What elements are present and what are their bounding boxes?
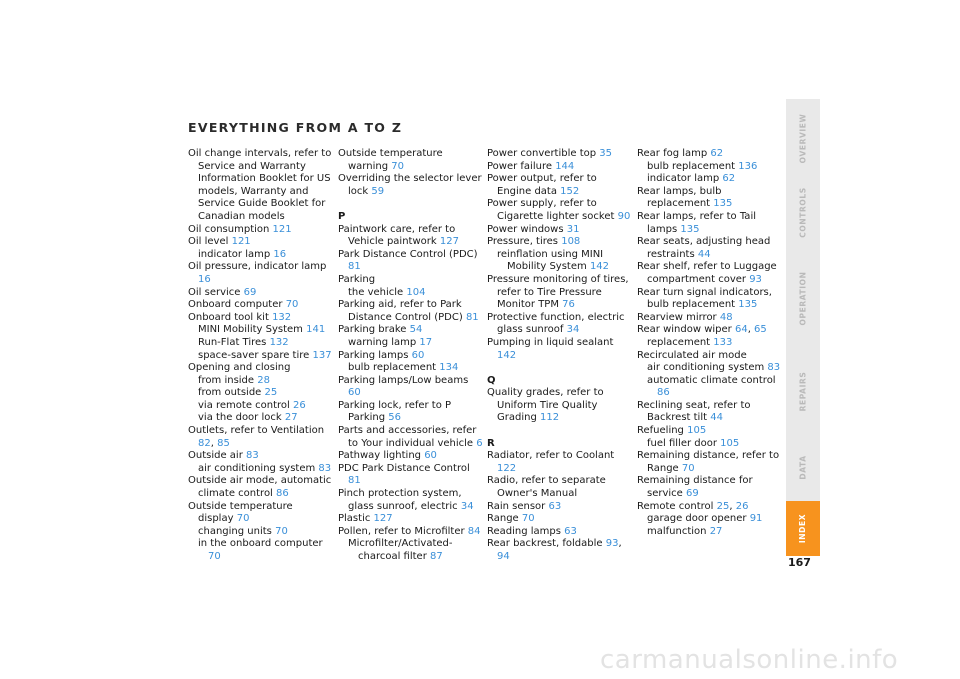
index-column-4 [637,148,782,538]
tab-overview[interactable] [786,99,820,177]
entry-text: Power convertible top [487,148,597,159]
page-reference-link[interactable]: 28 [257,374,270,386]
entry-text: Rear fog lamp [637,148,708,159]
page-reference-link[interactable]: 25 [264,387,278,399]
index-subentry [637,526,782,539]
page-reference-link[interactable]: 121 [231,236,251,248]
index-subentry [338,337,483,350]
page-reference-link[interactable]: 94 [497,551,510,562]
tab-operation[interactable] [786,247,820,349]
index-subentry [637,173,782,186]
entry-text: Onboard computer [188,299,283,311]
page-reference-link[interactable]: 16 [198,273,211,285]
index-entry [338,249,483,274]
entry-text: Reading lamps [487,525,561,537]
entry-text: Parts and accessories, refer to Your individual vehicle [338,425,477,449]
index-entry [338,324,483,337]
chapter-sidebar [786,99,820,556]
entry-text: Overriding the selector lever lock [338,173,482,197]
entry-text: Rear backrest, foldable [487,538,603,550]
page-reference-link[interactable]: 133 [713,336,733,348]
entry-text: Pathway lighting [338,450,421,462]
page-reference-link[interactable]: 60 [424,450,437,462]
tab-repairs[interactable] [786,349,820,433]
entry-text: Parking lamps/Low beams [338,374,469,386]
index-column-2 [338,148,483,564]
entry-text: Quality grades, refer to Uniform Tire Quality Grading [487,387,604,424]
entry-text: indicator lamp [647,173,720,185]
tab-controls-label: CONTROLS [798,186,808,238]
index-entry [637,450,782,475]
index-column-3 [487,148,632,564]
entry-text: Pressure, tires [487,236,559,248]
entry-text: Parking lamps [338,349,409,361]
page-reference-link[interactable]: 132 [272,311,292,323]
page-reference-link[interactable]: 27 [284,412,298,424]
entry-text: Outside temperature [188,500,293,512]
tab-operation-label: OPERATION [798,271,808,325]
entry-text: Oil service [188,286,241,298]
entry-text: Radiator, refer to Coolant [487,450,615,462]
index-entry [487,312,632,337]
entry-text: Reclining seat, refer to Backrest tilt [637,399,751,424]
page-reference-link[interactable]: 70 [275,525,288,537]
index-entry [487,173,632,198]
index-entry [487,198,632,223]
entry-text: fuel filler door [647,437,717,449]
page-reference-link[interactable]: 135 [738,299,758,311]
tab-index[interactable] [786,501,820,556]
index-entry [637,287,782,312]
page-reference-link[interactable]: 35 [599,148,613,159]
index-entry [637,186,782,211]
index-column-1 [188,148,333,564]
page-reference-link[interactable]: 34 [566,324,580,336]
page-reference-link[interactable]: 26 [735,500,749,512]
page-reference-link[interactable]: 121 [272,223,292,235]
entry-text: via the door lock [198,412,282,424]
index-subentry [487,249,632,274]
page-reference-link[interactable]: 70 [391,160,404,172]
entry-text: PDC Park Distance Control [338,462,470,474]
page-reference-link[interactable]: 69 [243,286,257,298]
page-reference-link[interactable]: 112 [540,412,560,424]
entry-text: reinflation using MINI Mobility System [497,248,604,273]
index-subentry [637,375,782,400]
index-entry [188,362,333,375]
entry-text: Plastic [338,513,371,525]
index-entry [188,501,333,514]
index-entry [487,236,632,249]
page-reference-link[interactable]: 122 [497,462,517,474]
index-entry [637,148,782,161]
entry-text: Run-Flat Tires [198,336,267,348]
entry-text: Rear seats, adjusting head restraints [637,236,771,260]
entry-text: automatic climate control [647,374,776,386]
page-reference-link[interactable]: 104 [406,286,426,298]
index-entry [487,161,632,174]
page-reference-link[interactable]: 59 [371,185,385,197]
index-entry [637,350,782,363]
page-reference-link[interactable]: 54 [409,324,423,336]
tab-overview-label: OVERVIEW [798,113,808,163]
entry-text: Remaining distance for service [637,475,753,500]
tab-index-label: INDEX [798,513,808,544]
entry-text: Power failure [487,160,552,172]
entry-text: Recirculated air mode [637,349,747,361]
index-entry [338,488,483,513]
page-reference-link[interactable]: 93 [749,273,762,285]
page-reference-link[interactable]: 86 [276,488,289,500]
entry-text: MINI Mobility System [198,324,303,336]
page-title: EVERYTHING FROM A TO Z [188,120,403,135]
page-reference-link[interactable]: 83 [318,462,332,474]
page-reference-link[interactable]: 81 [348,261,361,273]
index-subentry [188,387,333,400]
index-subentry [188,375,333,388]
page-reference-link[interactable]: 65 [754,324,767,336]
index-subentry [188,538,333,563]
entry-text: Parking aid, refer to Park Distance Control (PDC) [338,299,463,323]
page-reference-link[interactable]: 105 [687,425,707,437]
page-reference-link[interactable]: 48 [719,311,733,323]
index-subentry [637,337,782,350]
page-reference-link[interactable]: 85 [217,437,230,449]
index-entry: Rear backrest, foldable 93, 94 [487,538,622,562]
page-reference-link[interactable]: 135 [713,198,733,210]
page-reference-link[interactable]: 44 [710,412,723,424]
page-reference-link[interactable]: 86 [657,387,670,399]
entry-text: Rain sensor [487,500,546,512]
entry-text: Rear window wiper [637,324,732,336]
page-reference-link[interactable]: 76 [562,299,575,311]
entry-text: Range [487,513,519,525]
entry-text: Power windows [487,223,564,235]
entry-text: Outside air mode, automatic climate control [188,475,332,500]
page-reference-link[interactable]: 60 [411,349,425,361]
entry-text: Remaining distance, refer to Range [637,450,780,474]
page-reference-link[interactable]: 91 [749,513,763,525]
index-subentry [637,438,782,451]
page-reference-link[interactable]: 81 [348,475,361,487]
entry-text: malfunction [647,525,707,537]
index-entry [487,274,632,312]
entry-text: bulb replacement [647,160,736,172]
entry-text: space-saver spare tire [198,349,310,361]
index-subentry [637,362,782,375]
entry-text: Oil level [188,236,229,248]
entry-text: air conditioning system [647,362,765,374]
index-subentry [188,463,333,476]
entry-text: indicator lamp [198,248,271,260]
index-entry [188,312,333,325]
index-entry [338,400,483,425]
entry-text: bulb replacement [348,362,437,374]
entry-text: Microfilter/Activated-charcoal filter [348,538,453,562]
index-entry: Remote control 25, 26 [637,500,749,512]
index-subentry [637,161,782,174]
page-reference-link[interactable]: 108 [561,236,581,248]
index-subentry [338,362,483,375]
entry-text: Parking [338,273,376,285]
page-reference-link[interactable]: 62 [710,148,724,159]
index-entry [188,475,333,500]
page-reference-link[interactable]: 63 [564,525,577,537]
index-subentry [188,412,333,425]
index-entry [338,450,483,463]
entry-text: Power supply, refer to Cigarette lighter socket [487,198,615,222]
index-entry [338,148,483,173]
page-reference-link[interactable]: 70 [285,299,299,311]
entry-text: Outside temperature warning [338,148,443,172]
index-entry [487,513,632,526]
entry-text: via remote control [198,399,290,411]
entry-text: Outside air [188,450,243,462]
entry-text: Parking brake [338,324,407,336]
index-entry [188,299,333,312]
page-reference-link[interactable]: 16 [273,248,287,260]
entry-text: Rear lamps, bulb replacement [637,185,722,210]
index-entry [338,463,483,488]
entry-text: Pumping in liquid sealant [487,336,614,348]
page-reference-link[interactable]: 87 [430,551,443,562]
entry-text: Radio, refer to separate Owner's Manual [487,475,606,500]
page-reference-link[interactable]: 60 [348,387,361,399]
entry-text: Remote control [637,500,714,512]
page-reference-link[interactable]: 25 [716,500,730,512]
index-entry [487,450,632,475]
index-subentry [338,538,483,563]
tab-repairs-label: REPAIRS [798,371,808,411]
entry-text: P [338,210,346,222]
index-entry [338,513,483,526]
index-entry [338,350,483,363]
entry-text: changing units [198,525,272,537]
index-entry [188,236,333,249]
entry-text: replacement [647,336,711,348]
index-entry: Rear window wiper 64, 65 [637,324,767,336]
index-letter-heading [487,375,632,388]
index-entry [188,287,333,300]
index-subentry [188,400,333,413]
index-entry [487,224,632,237]
page-reference-link[interactable]: 69 [686,488,699,500]
entry-text: Rear turn signal indicators, bulb replacement [637,286,772,311]
index-subentry [188,249,333,262]
entry-text: R [487,437,495,449]
tab-controls[interactable] [786,177,820,247]
entry-text: Pinch protection system, glass sunroof, electric [338,488,462,512]
page-number: 167 [788,556,811,569]
page-reference-link[interactable]: 136 [738,160,758,172]
page-reference-link[interactable]: 31 [566,223,580,235]
tab-data[interactable] [786,433,820,501]
page-reference-link[interactable]: 81 [465,311,479,323]
index-letter-heading [338,211,483,224]
entry-text: Protective function, electric glass sunroof [487,311,625,336]
page-reference-link[interactable]: 105 [720,437,740,449]
entry-text: Paintwork care, refer to Vehicle paintwork [338,223,456,248]
page-reference-link[interactable]: 127 [373,513,393,525]
entry-text: Parking lock, refer to P Parking [338,399,452,424]
page-reference-link[interactable]: 64 [734,324,748,336]
index-subentry [188,337,333,350]
page-reference-link[interactable]: 27 [709,525,723,537]
entry-text: Oil change intervals, refer to Service and Warranty Information Booklet for US models, Warranty and Service Guide Booklet for Canadian models [188,148,332,222]
entry-text: warning lamp [348,336,417,348]
entry-text: Refueling [637,425,684,437]
entry-text: Park Distance Control (PDC) [338,248,478,260]
index-entry [637,400,782,425]
index-entry [188,224,333,237]
index-subentry [188,513,333,526]
page-reference-link[interactable]: 83 [246,450,259,462]
entry-text: from outside [198,387,262,399]
page-reference-link[interactable]: 62 [722,173,736,185]
page-reference-link[interactable]: 56 [388,412,401,424]
index-entry [487,387,632,425]
page-reference-link[interactable]: 34 [460,500,474,512]
index-entry [338,425,483,450]
page-reference-link[interactable]: 90 [617,210,631,222]
page-reference-link[interactable]: 63 [548,500,562,512]
page-reference-link[interactable]: 132 [269,336,289,348]
page-reference-link[interactable]: 142 [497,349,517,361]
page-reference-link[interactable]: 70 [681,462,695,474]
index-subentry [637,513,782,526]
entry-text: Q [487,374,496,386]
index-subentry [338,287,483,300]
page-reference-link[interactable]: 70 [208,551,221,562]
entry-text: Rear shelf, refer to Luggage compartment cover [637,261,777,285]
index-entry [338,375,483,400]
index-entry [637,236,782,261]
index-subentry [188,350,333,363]
page-reference-link[interactable]: 26 [293,399,306,411]
entry-text: Opening and closing [188,362,291,374]
index-entry [188,261,333,286]
page-reference-link[interactable]: 44 [697,248,711,260]
entry-text: from inside [198,374,255,386]
index-entry [188,450,333,463]
page-reference-link[interactable]: 144 [555,160,575,172]
index-entry: Outlets, refer to Ventilation 82, 85 [188,425,325,449]
page-reference-link[interactable]: 82 [198,437,211,449]
entry-text: Rear lamps, refer to Tail lamps [637,210,756,235]
index-letter-heading [487,438,632,451]
index-subentry [188,324,333,337]
entry-text: Oil pressure, indicator lamp [188,261,327,273]
index-subentry [188,526,333,539]
index-entry [487,148,632,161]
index-entry [487,475,632,500]
index-entry [637,475,782,500]
watermark: carmanualsonline.info [600,645,899,675]
index-entry [338,526,483,539]
page-reference-link[interactable]: 142 [589,261,610,273]
index-entry [338,224,483,249]
entry-text: the vehicle [348,286,404,298]
page-reference-link[interactable]: 134 [439,362,459,374]
entry-text: Oil consumption [188,223,270,235]
page-reference-link[interactable]: 137 [312,349,332,361]
page-reference-link[interactable]: 93 [605,538,619,550]
entry-text: Pollen, refer to Microfilter [338,525,465,537]
entry-text: Outlets, refer to Ventilation [188,425,325,437]
page-reference-link[interactable]: 127 [439,236,459,248]
index-entry [487,337,632,362]
entry-text: Rearview mirror [637,311,717,323]
index-entry [487,501,632,514]
index-entry [637,211,782,236]
index-entry [188,148,333,224]
entry-text: Onboard tool kit [188,311,269,323]
page-reference-link[interactable]: 152 [560,185,580,197]
page-reference-link[interactable]: 17 [419,336,433,348]
entry-text: Pressure monitoring of tires, refer to Tire Pressure Monitor TPM [487,273,629,311]
index-entry [637,312,782,325]
entry-text: in the onboard computer [198,538,323,550]
entry-text: Power output, refer to Engine data [487,173,597,197]
page-reference-link[interactable]: 135 [680,223,700,235]
entry-text: display [198,513,234,525]
index-entry [487,526,632,539]
page-reference-link[interactable]: 70 [521,513,535,525]
tab-data-label: DATA [798,454,808,480]
page-reference-link[interactable]: 6 [476,437,483,449]
entry-text: garage door opener [647,513,747,525]
index-entry [338,299,483,324]
index-entry [637,261,782,286]
page-reference-link[interactable]: 141 [306,324,326,336]
page-reference-link[interactable]: 84 [467,525,481,537]
index-entry [338,274,483,287]
page-reference-link[interactable]: 70 [236,513,250,525]
page-reference-link[interactable]: 83 [767,362,781,374]
entry-text: air conditioning system [198,462,316,474]
index-entry [637,425,782,438]
index-entry [338,173,483,198]
